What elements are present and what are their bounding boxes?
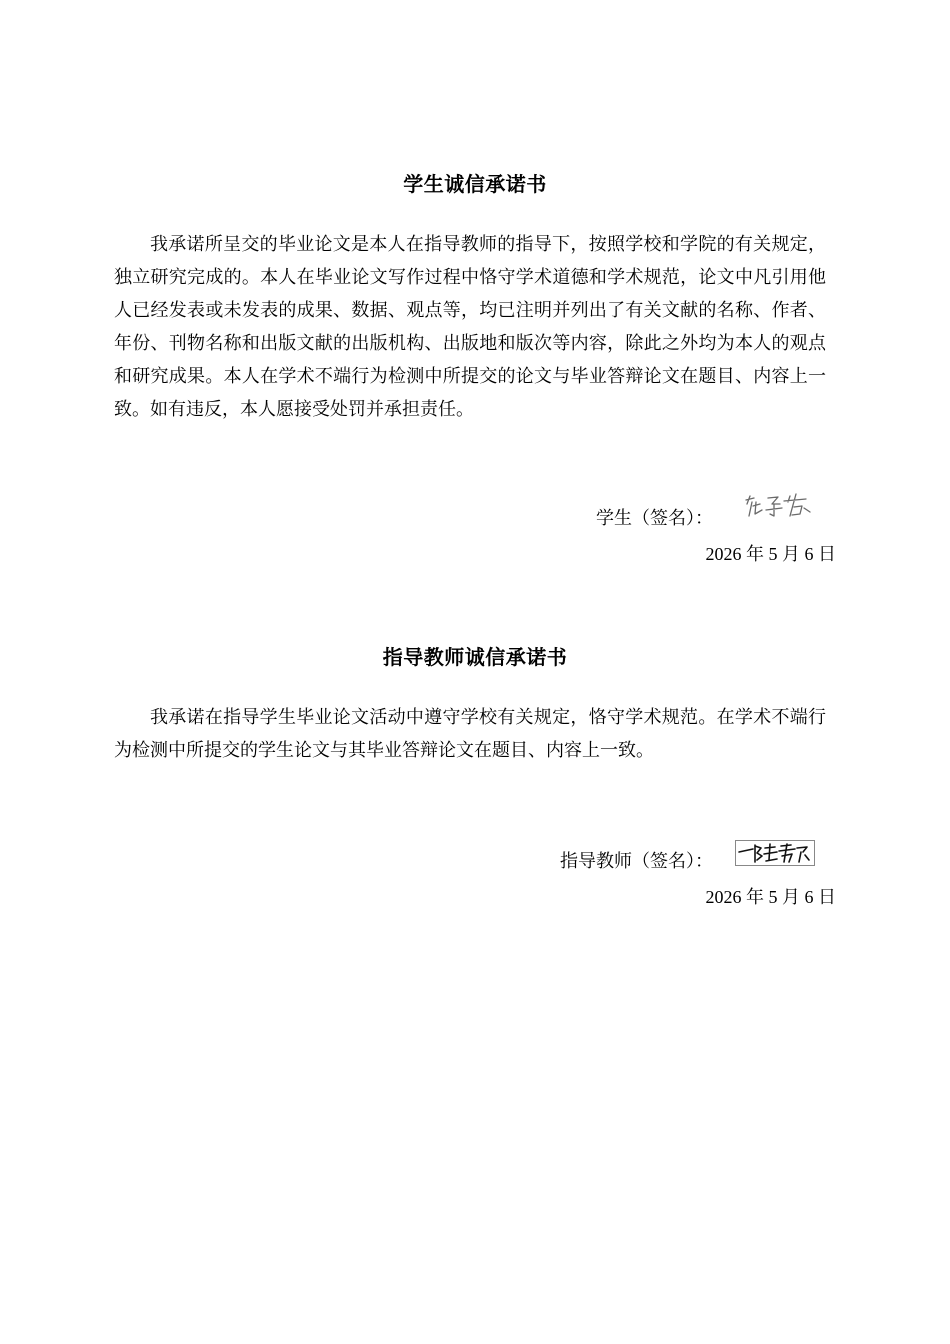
teacher-signature-date: 2026 年 5 月 6 日: [705, 887, 836, 907]
student-signature-label: 学生（签名）：: [596, 508, 713, 529]
student-signature-date: 2026 年 5 月 6 日: [705, 544, 836, 564]
student-pledge-title: 学生诚信承诺书: [403, 172, 547, 196]
teacher-pledge-body: 我承诺在指导学生毕业论文活动中遵守学校有关规定，恪守学术规范。在学术不端行为检测中所提交的学生论文与其毕业答辩论文在题目、内容上一致。: [114, 707, 826, 761]
teacher-pledge-title: 指导教师诚信承诺书: [382, 645, 568, 669]
student-signature-image: [744, 488, 814, 524]
student-pledge-body: 我承诺所呈交的毕业论文是本人在指导教师的指导下，按照学校和学院的有关规定，独立研究完成的。本人在毕业论文写作过程中恪守学术道德和学术规范，论文中凡引用他人已经发表或未发表的成果、数据、观点等，均已注明并列出了有关文献的名称、作者、年份、刊物名称和出版文献的出版机构、出版地和版次等内容，除此之外均为本人的观点和研究成果。本人在学术不端行为检测中所提交的论文与毕业答辩论文在题目、内容上一致。如有违反，本人愿接受处罚并承担责任。: [114, 234, 826, 420]
teacher-signature-label: 指导教师（签名）：: [560, 851, 713, 872]
teacher-signature-image: [735, 840, 815, 866]
